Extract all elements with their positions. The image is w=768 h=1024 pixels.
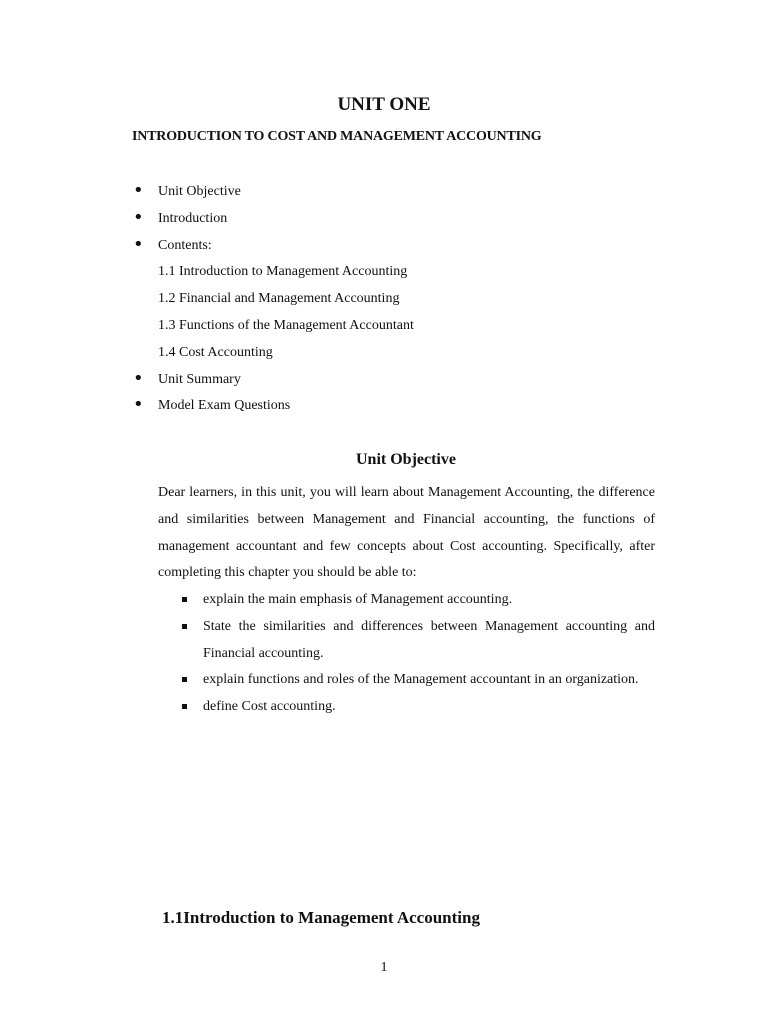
objective-item: explain functions and roles of the Management accountant in an organization. <box>203 667 655 694</box>
objective-item: State the similarities and differences between Management accounting and Financial accounting. <box>203 614 655 668</box>
toc-item: • Unit Summary <box>0 370 768 397</box>
toc-item: • Introduction <box>0 209 768 236</box>
toc-subitem: 1.2 Financial and Management Accounting <box>158 291 400 307</box>
unit-contents-list <box>0 182 768 423</box>
unit-subtitle: INTRODUCTION TO COST AND MANAGEMENT ACCOUNTING <box>132 129 542 144</box>
objective-item: define Cost accounting. <box>203 694 655 721</box>
objective-list <box>0 587 768 721</box>
unit-title: UNIT ONE <box>337 94 431 115</box>
toc-subitem: 1.3 Functions of the Management Accountant <box>158 317 414 333</box>
objective-paragraph: Dear learners, in this unit, you will learn about Management Accounting, the difference and similarities between Management and Financial accounting, the functions of management accountant and few concepts about Cost accounting. Specifically, after completing this chapter you should be able to: <box>158 485 655 581</box>
objective-heading: Unit Objective <box>356 451 456 468</box>
toc-item: • Contents: <box>0 236 768 263</box>
page-number: 1 <box>380 960 388 975</box>
toc-item: • Model Exam Questions <box>0 396 768 423</box>
toc-subitem: 1.4 Cost Accounting <box>158 344 273 360</box>
toc-subitem: 1.1 Introduction to Management Accounting <box>158 264 408 280</box>
toc-item: • Unit Objective <box>0 182 768 209</box>
objective-item: explain the main emphasis of Management accounting. <box>203 587 655 614</box>
section-heading: 1.1Introduction to Management Accounting <box>162 908 480 927</box>
